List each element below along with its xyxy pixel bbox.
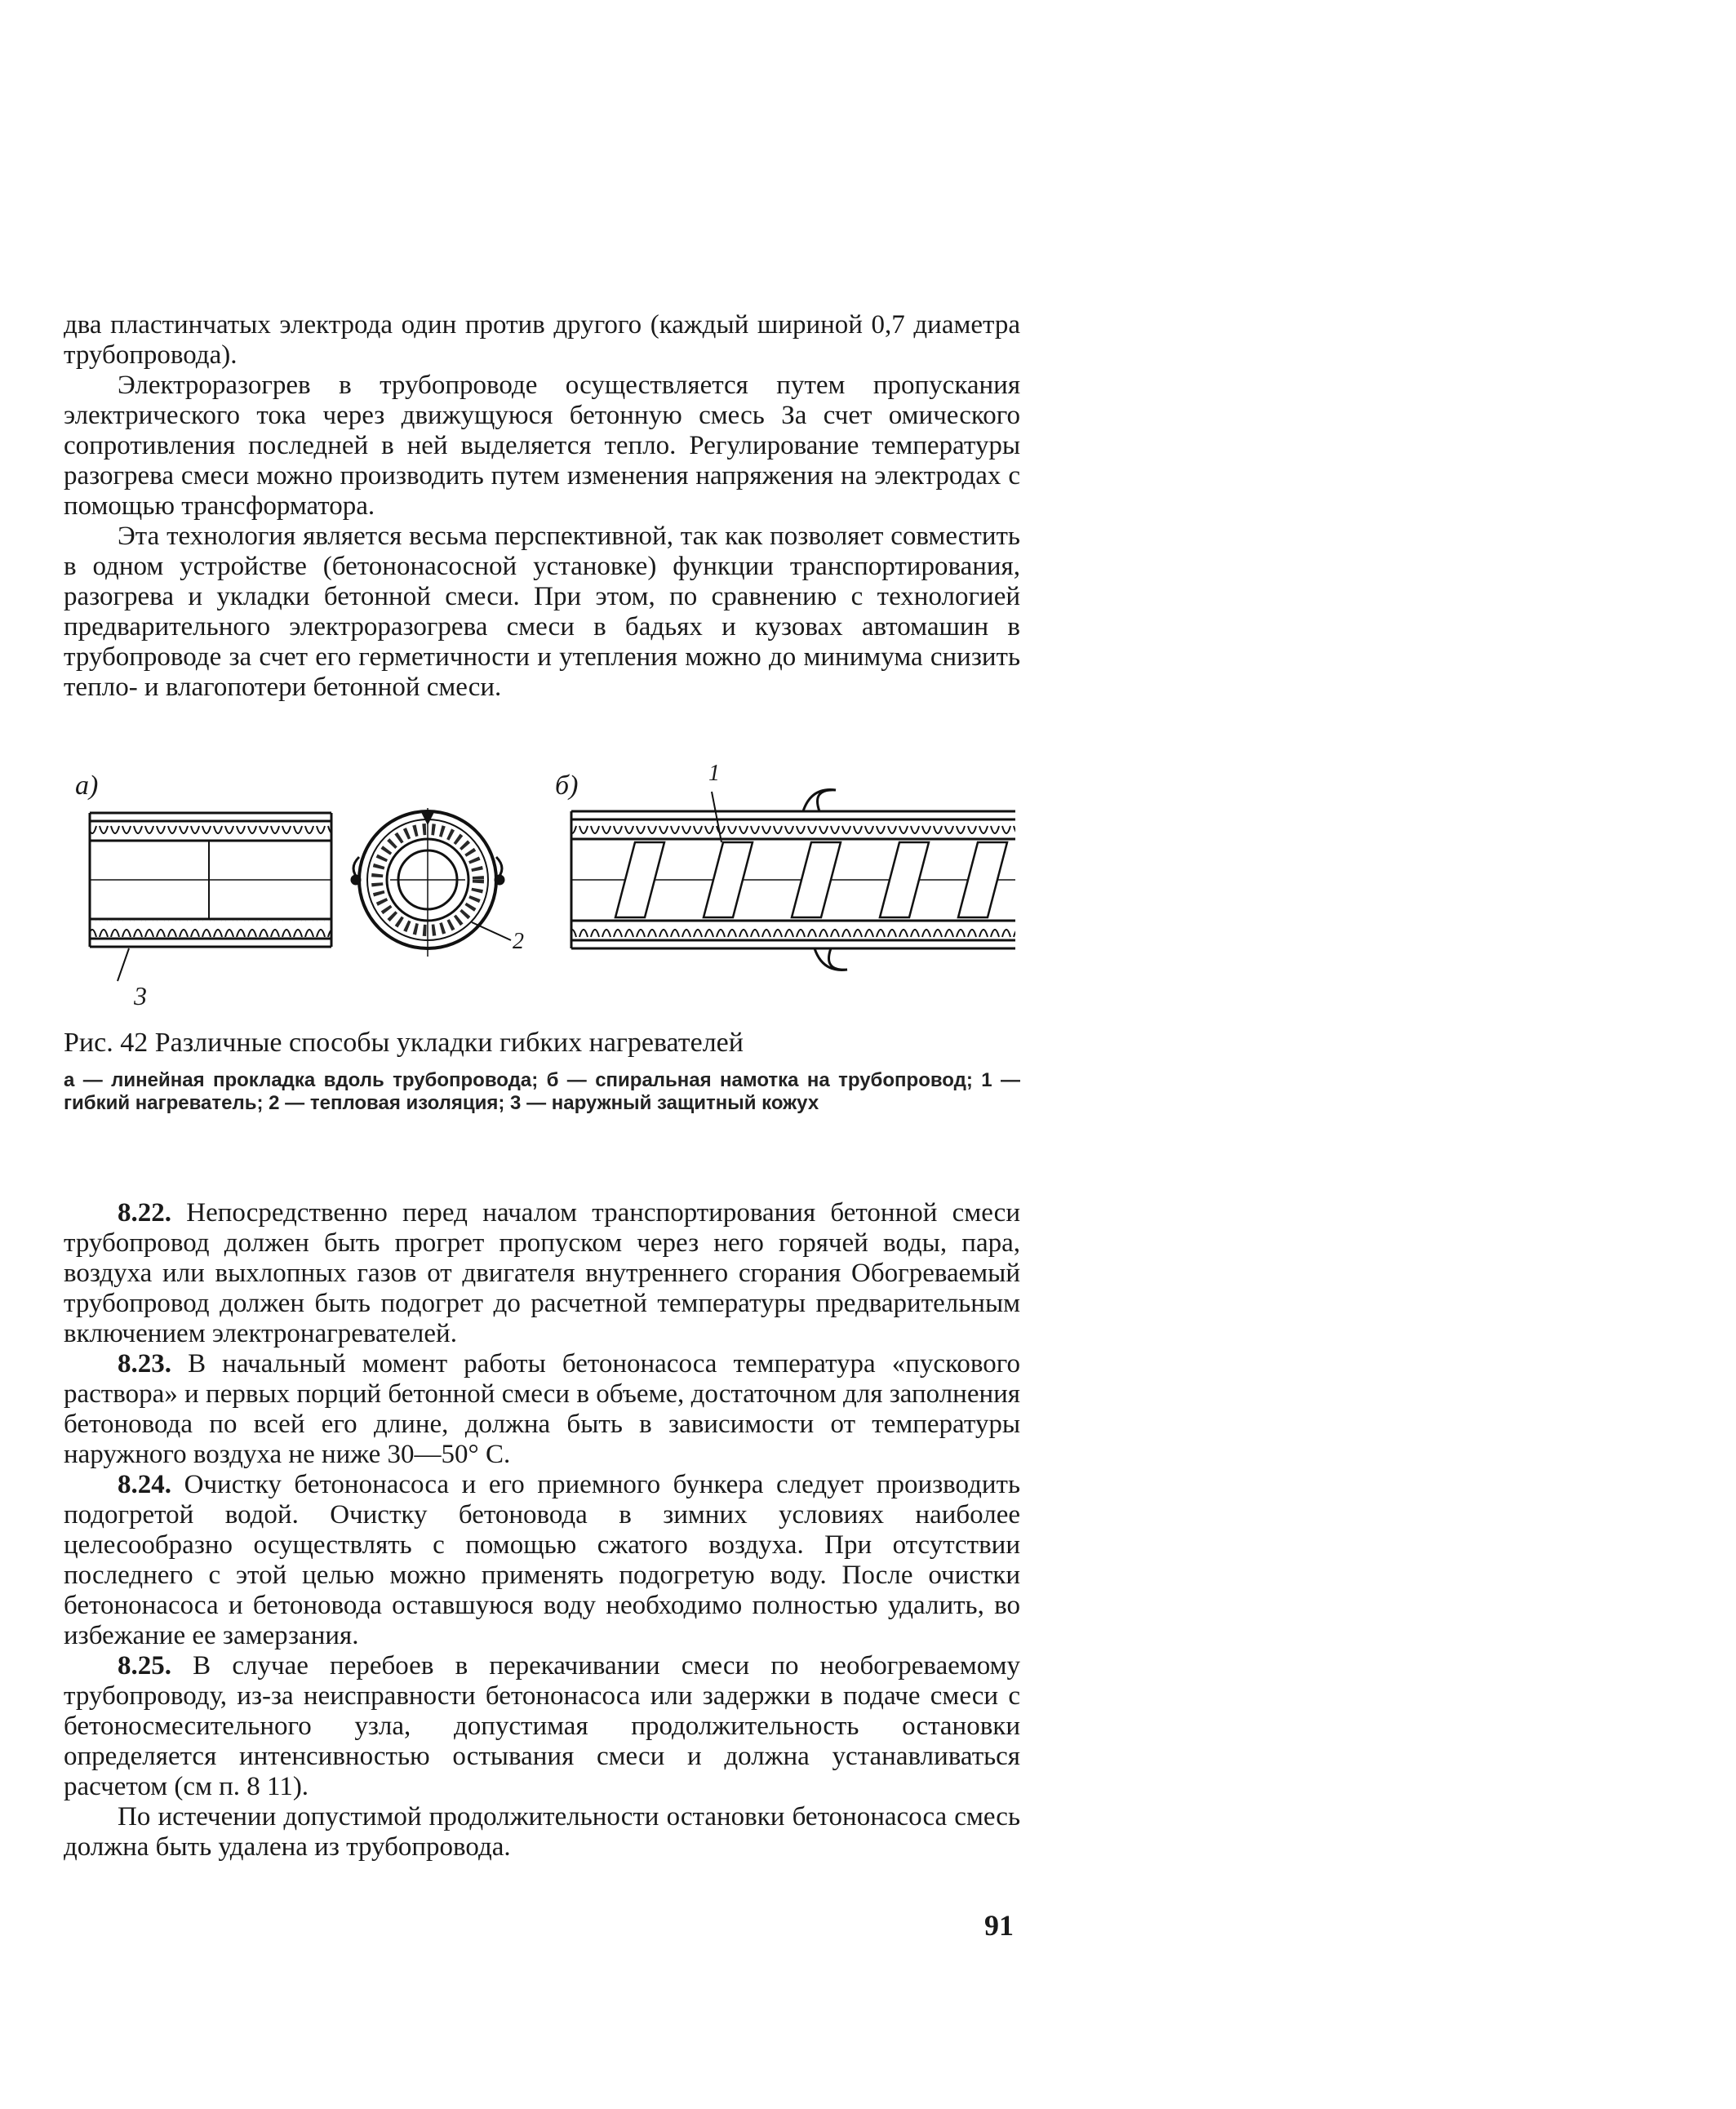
figure-42	[64, 761, 1020, 1020]
closing-paragraph: По истечении допустимой продолжительности остановки бетононасоса смесь должна быть удалена из трубопровода.	[64, 1802, 1020, 1862]
figure-caption-note: а — линейная прокладка вдоль трубопровода; б — спиральная намотка на трубопровод; 1 — гибкий нагреватель; 2 — тепловая изоляция; 3 — наружный защитный кожух	[64, 1069, 1020, 1114]
callout-3: 3	[134, 981, 147, 1010]
section-number: 8.25.	[118, 1651, 171, 1681]
section-number: 8.23.	[118, 1349, 171, 1379]
section-number: 8.24.	[118, 1470, 171, 1499]
section-text: В случае перебоев в перекачивании смеси по необогреваемому трубопроводу, из-за неисправности бетононасоса или задержки в подаче смеси с бетоносмесительного узла, допустимая продолжительность остановки определяется интенсивностью остывания смеси и должна устанавливаться расчетом (см п. 8 11).	[64, 1651, 1021, 1801]
callout-2: 2	[513, 929, 524, 954]
intro-paragraph-1: два пластинчатых электрода один против другого (каждый шириной 0,7 диаметра трубопровода).	[64, 310, 1020, 370]
section-8-22	[64, 1198, 1020, 1349]
figure-label-a: а)	[75, 770, 99, 801]
heater-diagram	[64, 775, 1020, 1020]
section-text: Очистку бетононасоса и его приемного бункера следует производить подогретой водой. Очистку бетоновода в зимних условиях наиболее целесообразно осуществлять с помощью сжатого воздуха. При отсутствии последнего с этой целью можно применять подогретую воду. После очистки бетононасоса и бетоновода оставшуюся воду необходимо полностью удалить, во избежание ее замерзания.	[64, 1470, 1021, 1650]
section-text: Непосредственно перед началом транспортирования бетонной смеси трубопровод должен быть прогрет пропуском через него горячей воды, пара, воздуха или выхлопных газов от двигателя внутреннего сгорания Обогреваемый трубопровод должен быть подогрет до расчетной температуры предварительным включением электронагревателей.	[64, 1198, 1020, 1348]
intro-text	[64, 310, 1020, 703]
pipe-cross-section	[351, 808, 511, 957]
sections-text	[64, 1198, 1020, 1863]
section-8-25	[64, 1651, 1020, 1802]
page-number: 91	[984, 1909, 1014, 1942]
figure-label-b: б)	[555, 770, 579, 801]
intro-paragraph-2: Электроразогрев в трубопроводе осуществляется путем пропускания электрического тока через движущуюся бетонную смесь За счет омического сопротивления последней в ней выделяется тепло. Регулирование температуры разогрева смеси можно производить путем изменения напряжения на электродах с помощью трансформатора.	[64, 371, 1020, 521]
section-8-23	[64, 1349, 1020, 1470]
section-8-24	[64, 1470, 1020, 1651]
pipe-linear-a	[90, 813, 331, 981]
section-number: 8.22.	[118, 1198, 171, 1228]
intro-paragraph-3: Эта технология является весьма перспективной, так как позволяет совместить в одном устройстве (бетононасосной установке) функции транспортирования, разогрева и укладки бетонной смеси. При этом, по сравнению с технологией предварительного электроразогрева смеси в бадьях и кузовах автомашин в трубопроводе за счет его герметичности и утепления можно до минимума снизить тепло- и влагопотери бетонной смеси.	[64, 522, 1020, 702]
section-text: В начальный момент работы бетононасоса температура «пускового раствора» и первых порций бетонной смеси в объеме, достаточном для заполнения бетоновода по всей его длине, должна быть в зависимости от температуры наружного воздуха не ниже 30—50° С.	[64, 1349, 1021, 1469]
callout-1: 1	[708, 761, 720, 786]
figure-caption-title: Рис. 42 Различные способы укладки гибких нагревателей	[64, 1028, 744, 1058]
pipe-spiral-b	[571, 790, 1015, 970]
